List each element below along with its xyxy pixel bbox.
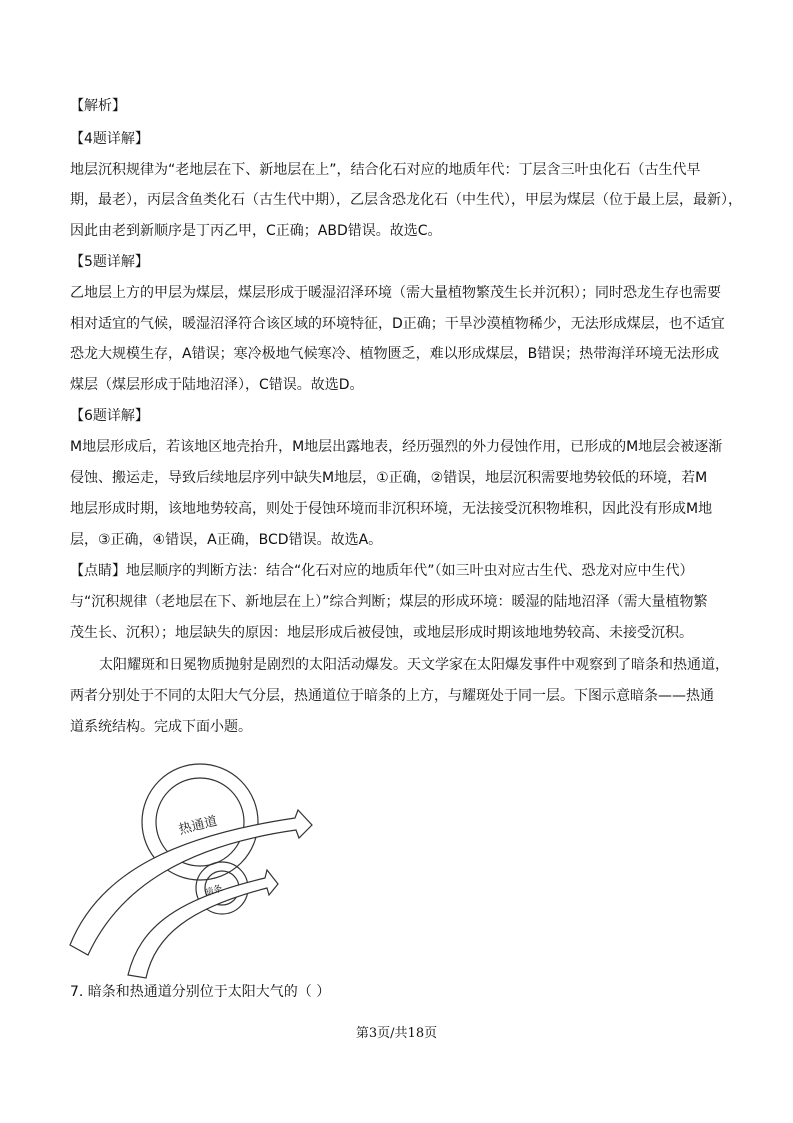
passage-line-3: 道系统结构。完成下面小题。 [70,719,252,735]
q6-line-4: 层，③正确，④错误，A正确，BCD错误。故选A。 [70,532,383,548]
q5-line-4: 煤层（煤层形成于陆地沼泽），C错误。故选D。 [70,377,364,393]
q4-line-3: 因此由老到新顺序是丁丙乙甲，C正确；ABD错误。故选C。 [70,223,442,239]
q4-line-2: 期，最老），丙层含鱼类化石（古生代中期），乙层含恐龙化石（中生代），甲层为煤层（位于最上层，最新）， [70,192,742,208]
question-7: 7. 暗条和热通道分别位于太阳大气的（ ） [70,984,331,1000]
q6-heading: 【6题详解】 [70,408,149,424]
passage-line-1: 太阳耀斑和日冕物质抛射是剧烈的太阳活动爆发。天文学家在太阳爆发事件中观察到了暗条和热通道， [99,657,729,673]
q5-line-2: 相对适宜的气候，暖湿沼泽符合该区域的环境特征，D正确；干旱沙漠植物稀少，无法形成煤层，也不适宜 [70,316,725,332]
q5-heading: 【5题详解】 [70,254,149,270]
tips-line-2: 与“沉积规律（老地层在下、新地层在上）”综合判断；煤层的形成环境：暖湿的陆地沼泽（需大量植物繁 [70,594,708,610]
q6-line-3: 地层形成时期，该地地势较高，则处于侵蚀环境而非沉积环境，无法接受沉积物堆积，因此没有形成M地 [70,501,713,517]
q4-line-1: 地层沉积规律为“老地层在下、新地层在上”，结合化石对应的地质年代：丁层含三叶虫化石（古生代早 [70,162,701,178]
page-footer: 第3页/共18页 [355,1026,438,1041]
q4-heading: 【4题详解】 [70,131,149,147]
filament-hot-channel-diagram [60,750,380,980]
q6-line-2: 侵蚀、搬运走，导致后续地层序列中缺失M地层，①正确，②错误，地层沉积需要地势较低的环境，若M [70,470,708,486]
filament-label: 暗条 [203,883,225,899]
q5-line-1: 乙地层上方的甲层为煤层，煤层形成于暖湿沼泽环境（需大量植物繁茂生长并沉积）；同时恐龙生存也需要 [70,285,721,301]
q6-line-1: M地层形成后，若该地区地壳抬升，M地层出露地表，经历强烈的外力侵蚀作用，已形成的M地层会被逐渐 [70,439,723,455]
hot-channel-label: 热通道 [177,813,219,838]
q5-line-3: 恐龙大规模生存，A错误；寒冷极地气候寒冷、植物匮乏，难以形成煤层，B错误；热带海洋环境无法形成 [70,346,720,362]
analysis-heading: 【解析】 [70,98,126,114]
passage-line-2: 两者分别处于不同的太阳大气分层，热通道位于暗条的上方，与耀斑处于同一层。下图示意暗条——热通 [70,688,714,704]
tips-line-3: 茂生长、沉积）；地层缺失的原因：地层形成后被侵蚀，或地层形成时期该地地势较高、未接受沉积。 [70,625,693,641]
filament-arrow [128,870,278,978]
tips-line-1: 【点睛】地层顺序的判断方法：结合“化石对应的地质年代”（如三叶虫对应古生代、恐龙对应中生代） [70,563,694,579]
